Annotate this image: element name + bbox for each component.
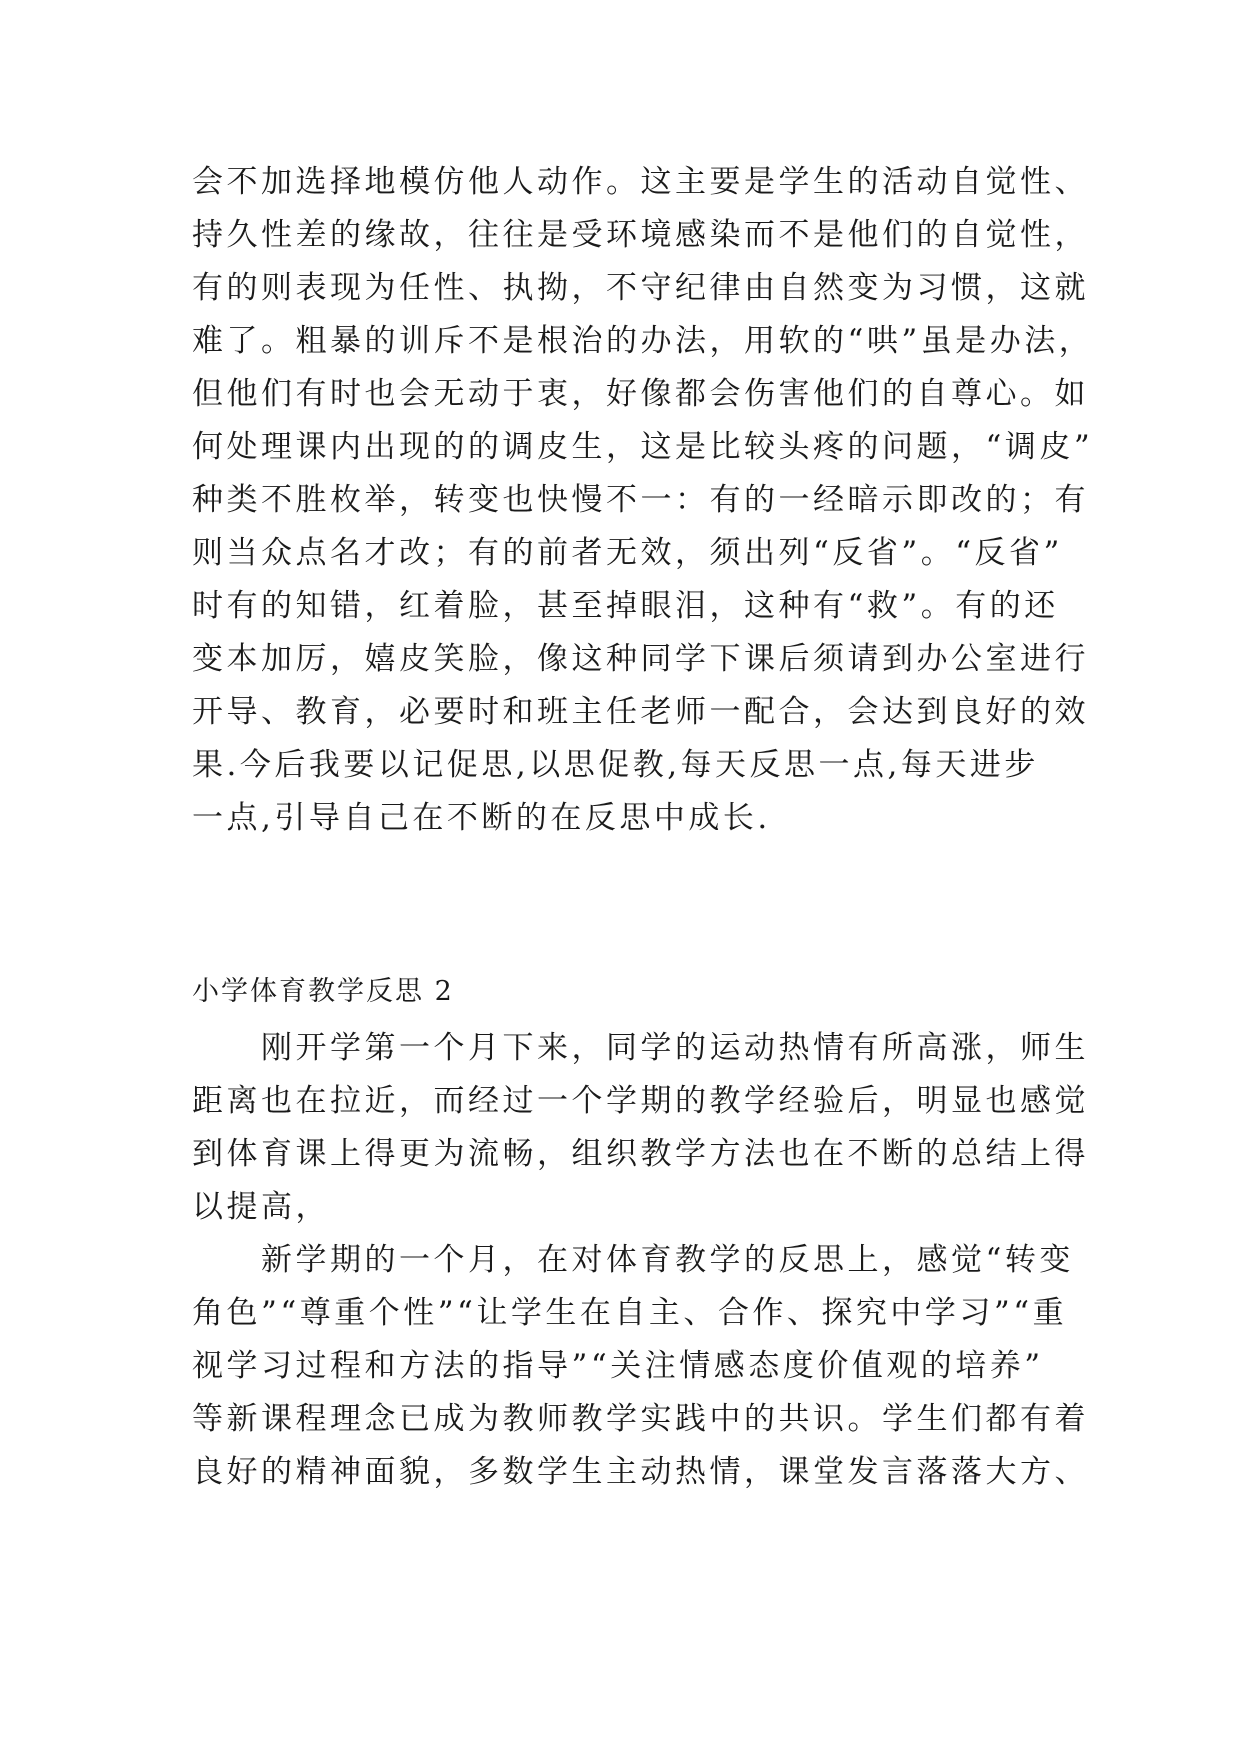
text-line: 变本加厉，嬉皮笑脸，像这种同学下课后须请到办公室进行: [192, 641, 1089, 677]
text-line: 持久性差的缘故，往往是受环境感染而不是他们的自觉性，: [192, 217, 1089, 253]
text-line: 则当众点名才改；有的前者无效，须出列“反省”。“反省”: [192, 535, 1063, 571]
text-line: 时有的知错，红着脸，甚至掉眼泪，这种有“救”。有的还: [192, 588, 1059, 624]
text-line: 到体育课上得更为流畅，组织教学方法也在不断的总结上得: [192, 1136, 1089, 1172]
text-line: 视学习过程和方法的指导”“关注情感态度价值观的培养”: [192, 1348, 1044, 1384]
text-line: 会不加选择地模仿他人动作。这主要是学生的活动自觉性、: [192, 164, 1089, 200]
text-line: 开导、教育，必要时和班主任老师一配合，会达到良好的效: [192, 694, 1089, 730]
text-line: 等新课程理念已成为教师教学实践中的共识。学生们都有着: [192, 1401, 1089, 1437]
text-line: 一点,引导自己在不断的在反思中成长.: [192, 800, 771, 836]
text-line: 距离也在拉近，而经过一个学期的教学经验后，明显也感觉: [192, 1083, 1089, 1119]
section-heading: 小学体育教学反思 2: [192, 976, 454, 1007]
text-line: 难了。粗暴的训斥不是根治的办法，用软的“哄”虽是办法，: [192, 323, 1094, 359]
section-2: [192, 962, 1089, 1499]
text-line: 有的则表现为任性、执拗，不守纪律由自然变为习惯，这就: [192, 270, 1089, 306]
continuation-paragraph: [192, 156, 1094, 845]
text-line: 种类不胜枚举，转变也快慢不一：有的一经暗示即改的；有: [192, 482, 1089, 518]
text-line: 何处理课内出现的的调皮生，这是比较头疼的问题，“调皮”: [192, 429, 1094, 465]
text-line: 新学期的一个月，在对体育教学的反思上，感觉“转变: [192, 1242, 1074, 1278]
text-line: 刚开学第一个月下来，同学的运动热情有所高涨，师生: [192, 1030, 1089, 1066]
text-line: 但他们有时也会无动于衷，好像都会伤害他们的自尊心。如: [192, 376, 1089, 412]
text-line: 角色”“尊重个性”“让学生在自主、合作、探究中学习”“重: [192, 1295, 1068, 1331]
text-line: 果.今后我要以记促思,以思促教,每天反思一点,每天进步: [192, 747, 1039, 783]
text-line: 以提高，: [192, 1189, 330, 1225]
text-line: 良好的精神面貌，多数学生主动热情，课堂发言落落大方、: [192, 1454, 1089, 1490]
